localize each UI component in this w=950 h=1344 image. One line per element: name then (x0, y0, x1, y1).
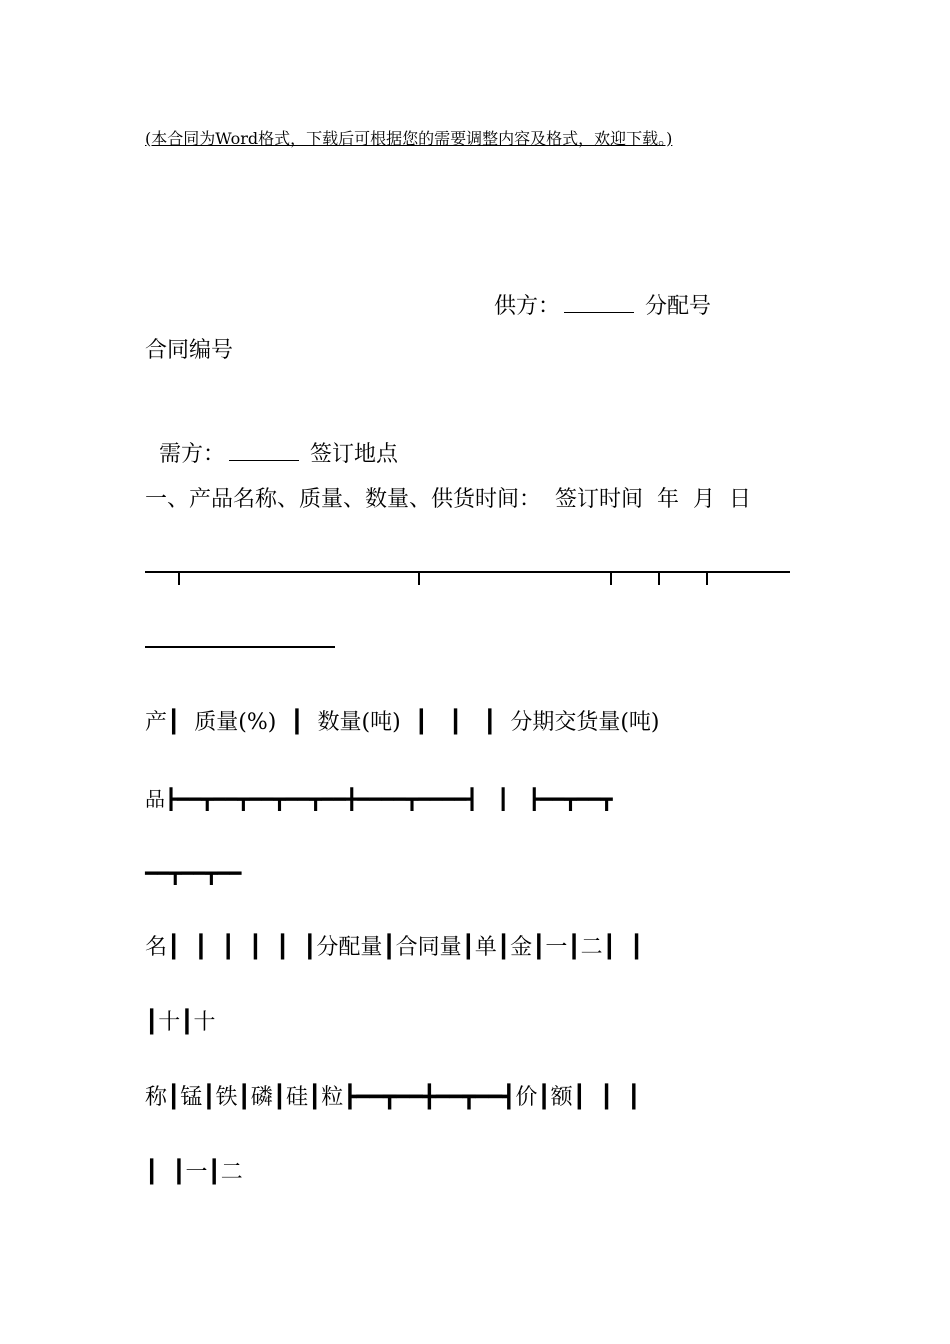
section-one-heading: 一、产品名称、质量、数量、供货时间： 签订时间 年 月 日 (145, 487, 751, 512)
signing-place-label: 签订地点 (310, 442, 399, 467)
buyer-label: 需方： (159, 442, 226, 467)
buyer-line (145, 410, 398, 470)
contract-number-label: 合同编号 (145, 338, 234, 363)
supplier-label: 供方： (494, 294, 561, 319)
table-row-7: ┃ ┃一┃二 (145, 1160, 243, 1185)
table-row-5: ┃十┃十 (145, 1010, 216, 1035)
allocation-number-label: 分配号 (645, 294, 712, 319)
table-row-4: 名┃ ┃ ┃ ┃ ┃ ┃分配量┃合同量┃单┃金┃一┃二┃ ┃ (145, 935, 644, 960)
table-row-2: 品┣━━┳━━┳━━┳━━┳━━╋━━━━┳━━━━┫ ┃ ┣━━┳━━┳ (145, 787, 613, 811)
download-notice: (本合同为Word格式，下载后可根据您的需要调整内容及格式，欢迎下载。) (145, 129, 673, 148)
buyer-blank (229, 440, 299, 461)
supplier-blank (564, 292, 634, 313)
table-row-6: 称┃锰┃铁┃磷┃硅┃粒┣━━┳━━╋━━┳━━┫价┃额┃ ┃ ┃ (145, 1085, 641, 1110)
table-row-1: 产┃ 质量(%) ┃ 数量(吨) ┃ ┃ ┃ 分期交货量(吨) (145, 710, 660, 735)
table-row-3: ━━┳━━┳━━ (145, 861, 242, 885)
supplier-line (480, 262, 711, 322)
